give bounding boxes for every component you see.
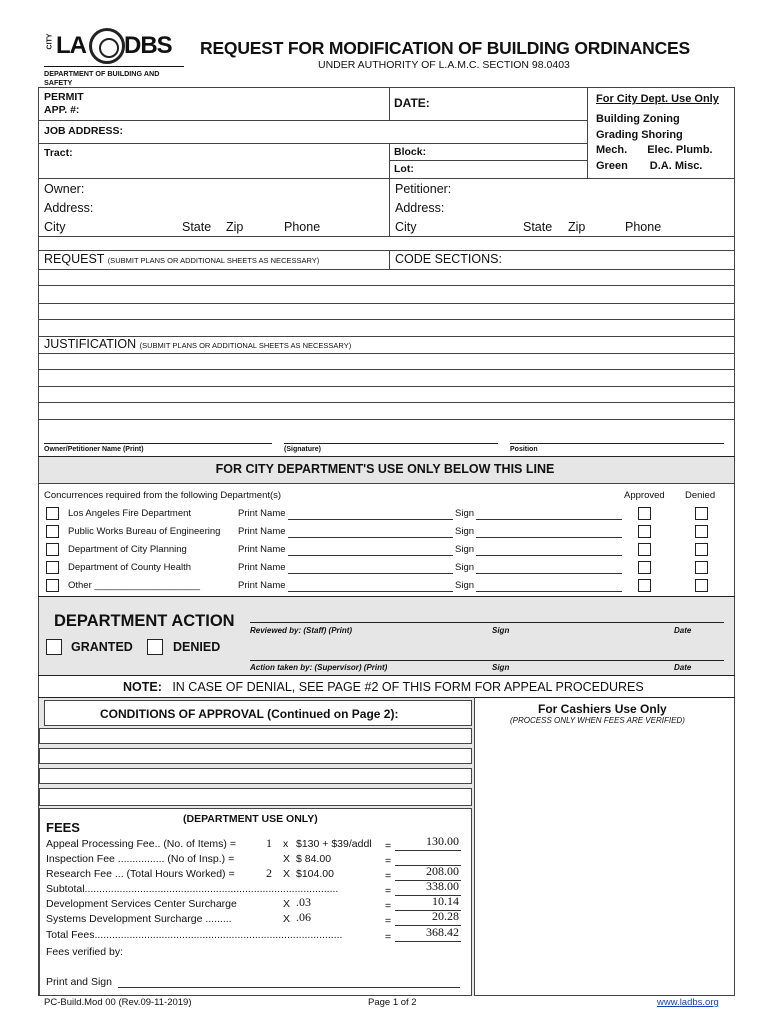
fee-rate: $130 + $39/addl — [296, 838, 372, 850]
position-label: Position — [510, 446, 538, 453]
fee-equals: = — [385, 900, 392, 912]
owner-address-label: Address: — [44, 201, 94, 215]
justification-label: JUSTIFICATION (SUBMIT PLANS OR ADDITIONAL SHEETS AS NECESSARY) — [44, 337, 352, 351]
approved-checkbox[interactable] — [638, 543, 651, 556]
fee-multiply: X — [283, 853, 291, 865]
petitioner-label: Petitioner: — [395, 182, 452, 196]
petitioner-address-label: Address: — [395, 201, 445, 215]
action-date-label: Date — [674, 663, 692, 672]
app-number-label: APP. #: — [44, 104, 80, 116]
fees-title: FEES — [46, 820, 80, 835]
request-label: REQUEST (SUBMIT PLANS OR ADDITIONAL SHEETS AS NECESSARY) — [44, 252, 320, 266]
fee-amount[interactable]: 130.00 — [426, 834, 459, 848]
fee-equals: = — [385, 885, 392, 897]
fee-rate: $ 84.00 — [296, 853, 332, 865]
denied-checkbox[interactable] — [147, 639, 163, 655]
owner-label: Owner: — [44, 182, 85, 196]
fee-equals: = — [385, 855, 392, 867]
permit-label: PERMIT — [44, 91, 84, 103]
fee-amount[interactable]: 20.28 — [432, 909, 459, 923]
fee-amount[interactable]: 10.14 — [432, 894, 459, 908]
date-label: DATE: — [394, 96, 430, 110]
approved-header: Approved — [624, 490, 665, 501]
fee-label: Inspection Fee ................ (No of Insp.) = — [46, 853, 235, 865]
city-use-title: For City Dept. Use Only — [596, 93, 719, 105]
granted-checkbox[interactable] — [46, 639, 62, 655]
fee-quantity[interactable]: 2 — [266, 866, 272, 880]
sign-label: Sign — [455, 508, 475, 519]
conditions-line[interactable] — [39, 768, 472, 784]
reviewed-sign-label: Sign — [492, 626, 510, 635]
city-use-disciplines: Building Zoning Grading Shoring Mech. Elec. Plumb. Green D.A. Misc. — [596, 113, 713, 172]
logo-department-text: DEPARTMENT OF BUILDING AND SAFETY — [44, 66, 184, 87]
fees-verified-label: Fees verified by: — [46, 946, 124, 958]
lot-label: Lot: — [394, 163, 414, 175]
ladbs-logo — [44, 30, 184, 87]
fee-label: Systems Development Surcharge ......... — [46, 913, 232, 925]
page-number: Page 1 of 2 — [368, 997, 417, 1008]
print-name-label: Print Name — [238, 526, 286, 537]
denied-header: Denied — [685, 490, 716, 501]
denied-checkbox[interactable] — [695, 579, 708, 592]
dept-name: Public Works Bureau of Engineering — [68, 526, 221, 537]
denied-checkbox[interactable] — [695, 525, 708, 538]
fee-quantity[interactable]: 1 — [266, 836, 272, 850]
conditions-line[interactable] — [39, 728, 472, 744]
approved-checkbox[interactable] — [638, 507, 651, 520]
petitioner-city-label: City — [395, 220, 417, 234]
form-number: PC-Build.Mod 00 (Rev.09-11-2019) — [44, 997, 192, 1008]
department-use-only-label: (DEPARTMENT USE ONLY) — [183, 813, 318, 825]
signature-label: (Signature) — [284, 446, 321, 453]
reviewed-date-label: Date — [674, 626, 692, 635]
fee-rate: $104.00 — [296, 868, 334, 880]
dept-name: Los Angeles Fire Department — [68, 508, 192, 519]
tract-label: Tract: — [44, 147, 73, 159]
dept-checkbox[interactable] — [46, 525, 59, 538]
owner-name-print-label: Owner/Petitioner Name (Print) — [44, 446, 144, 453]
fee-multiply: X — [283, 868, 291, 880]
logo-city-text: CITY — [46, 33, 54, 50]
reviewed-by-label: Reviewed by: (Staff) (Print) — [250, 626, 353, 635]
dept-checkbox[interactable] — [46, 561, 59, 574]
sign-label: Sign — [455, 526, 475, 537]
sign-label: Sign — [455, 544, 475, 555]
fee-label: Total Fees..................................................................................... — [46, 929, 343, 941]
approved-checkbox[interactable] — [638, 561, 651, 574]
block-label: Block: — [394, 146, 427, 158]
sign-label: Sign — [455, 562, 475, 573]
logo-dbs-text: DBS — [124, 32, 172, 59]
fee-multiply: x — [283, 838, 289, 850]
approved-checkbox[interactable] — [638, 579, 651, 592]
cashiers-note: (PROCESS ONLY WHEN FEES ARE VERIFIED) — [510, 716, 685, 725]
denial-note: NOTE: IN CASE OF DENIAL, SEE PAGE #2 OF THIS FORM FOR APPEAL PROCEDURES — [123, 680, 644, 694]
code-sections-label: CODE SECTIONS: — [395, 252, 502, 266]
fee-amount[interactable]: 368.42 — [426, 925, 459, 939]
action-taken-by-label: Action taken by: (Supervisor) (Print) — [250, 663, 388, 672]
print-name-label: Print Name — [238, 580, 286, 591]
city-seal-icon — [89, 28, 125, 64]
dept-name: Department of City Planning — [68, 544, 187, 555]
fee-equals: = — [385, 931, 392, 943]
dept-name: Other ____________________ — [68, 580, 201, 591]
dept-checkbox[interactable] — [46, 579, 59, 592]
denied-checkbox[interactable] — [695, 561, 708, 574]
ladbs-website-link[interactable]: www.ladbs.org — [657, 997, 719, 1008]
print-name-label: Print Name — [238, 508, 286, 519]
department-action-title: DEPARTMENT ACTION — [54, 612, 235, 630]
job-address-label: JOB ADDRESS: — [44, 125, 123, 137]
fee-label: Appeal Processing Fee.. (No. of Items) = — [46, 838, 236, 850]
approved-checkbox[interactable] — [638, 525, 651, 538]
city-use-only-heading: FOR CITY DEPARTMENT'S USE ONLY BELOW THIS LINE — [215, 462, 555, 476]
conditions-line[interactable] — [39, 788, 472, 806]
fee-equals: = — [385, 915, 392, 927]
denied-checkbox[interactable] — [695, 507, 708, 520]
fee-label: Subtotal....................................................................................... — [46, 883, 339, 895]
fee-label: Research Fee ... (Total Hours Worked) = — [46, 868, 235, 880]
fee-equals: = — [385, 870, 392, 882]
dept-checkbox[interactable] — [46, 507, 59, 520]
form-subtitle: UNDER AUTHORITY OF L.A.M.C. SECTION 98.0403 — [318, 59, 570, 71]
concurrences-header: Concurrences required from the following Department(s) — [44, 490, 282, 501]
action-sign-label: Sign — [492, 663, 510, 672]
conditions-title: CONDITIONS OF APPROVAL (Continued on Page 2): — [100, 707, 399, 721]
fee-multiply: X — [283, 898, 291, 910]
fee-amount[interactable]: 338.00 — [426, 879, 459, 893]
granted-label: GRANTED — [71, 640, 133, 654]
dept-name: Department of County Health — [68, 562, 192, 573]
fee-rate: .03 — [296, 895, 311, 909]
print-name-label: Print Name — [238, 562, 286, 573]
print-name-label: Print Name — [238, 544, 286, 555]
print-and-sign-label: Print and Sign — [46, 976, 112, 988]
fee-amount[interactable]: 208.00 — [426, 864, 459, 878]
owner-city-label: City — [44, 220, 66, 234]
fee-rate: .06 — [296, 910, 311, 924]
conditions-line[interactable] — [39, 748, 472, 764]
fee-multiply: X — [283, 913, 291, 925]
fee-equals: = — [385, 840, 392, 852]
denied-label: DENIED — [173, 640, 221, 654]
denied-checkbox[interactable] — [695, 543, 708, 556]
form-title: REQUEST FOR MODIFICATION OF BUILDING ORDINANCES — [200, 38, 690, 58]
logo-la-text: LA — [56, 32, 86, 59]
dept-checkbox[interactable] — [46, 543, 59, 556]
cashiers-use-title: For Cashiers Use Only — [538, 702, 667, 716]
sign-label: Sign — [455, 580, 475, 591]
fee-label: Development Services Center Surcharge — [46, 898, 237, 910]
